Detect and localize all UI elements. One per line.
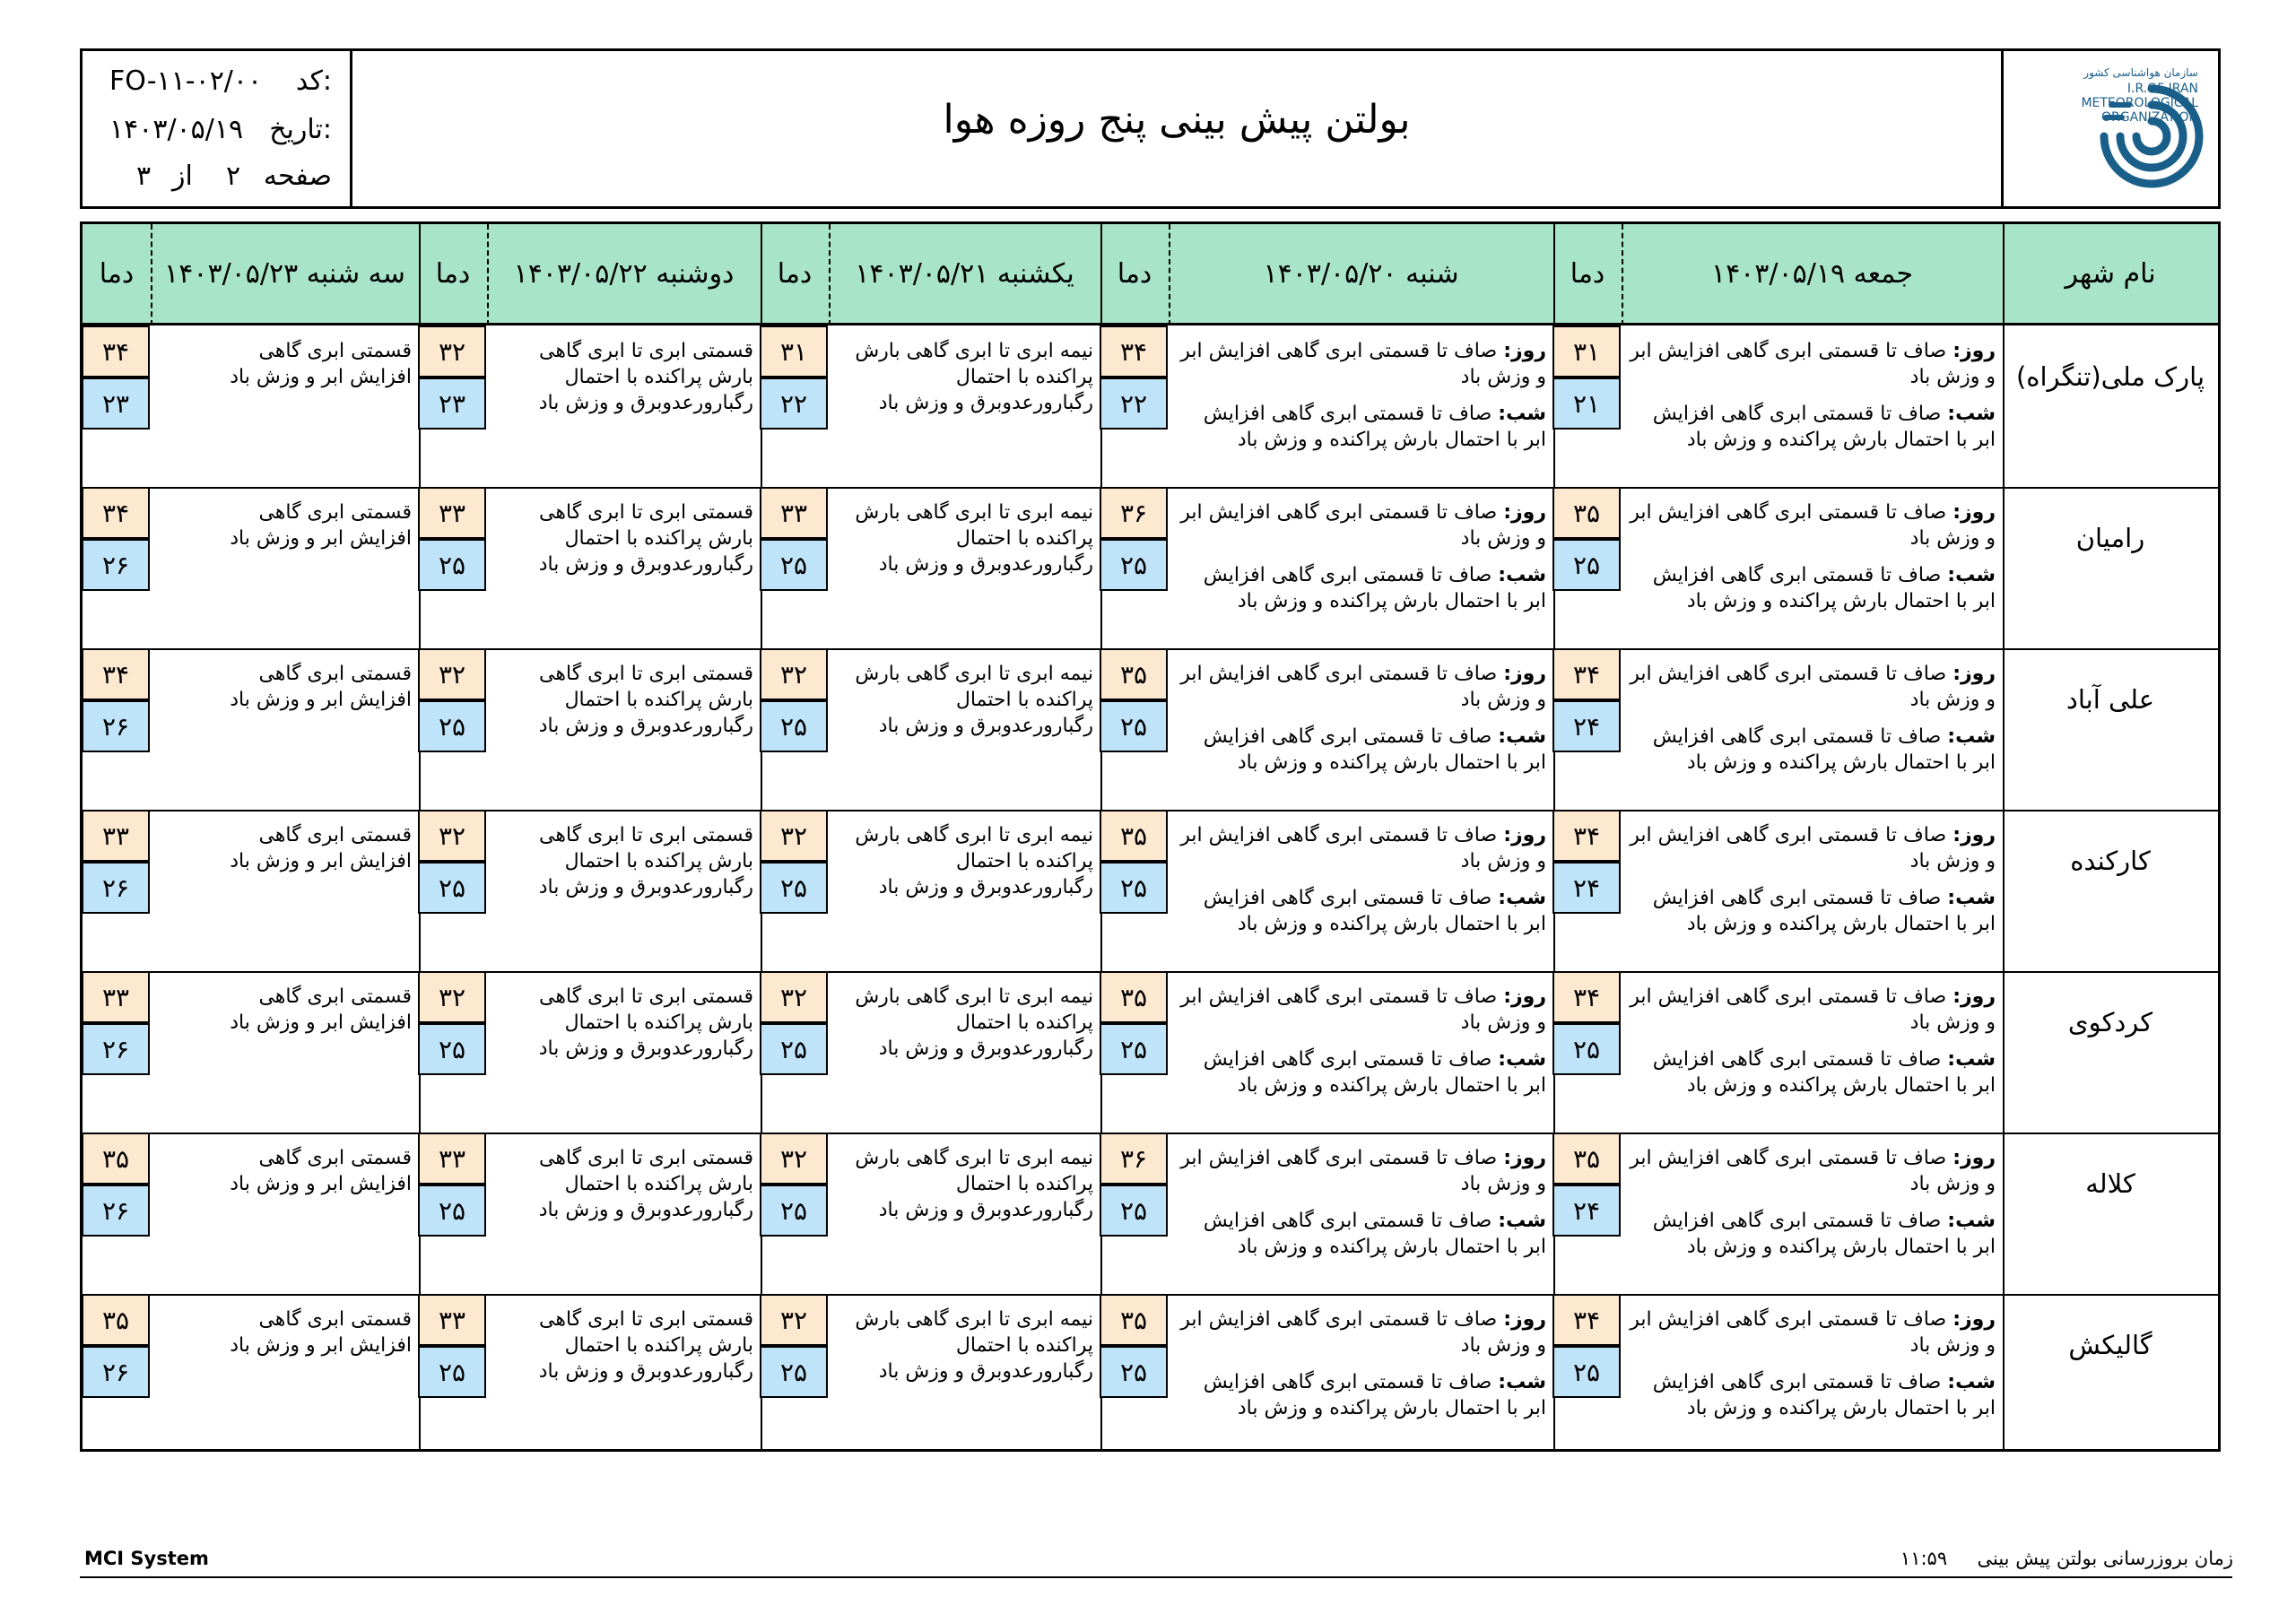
max-temp: ۳۶	[1100, 487, 1168, 539]
city-name: پارک ملی(تنگراه)	[2015, 361, 2205, 392]
min-temp: ۲۶	[82, 1023, 150, 1075]
day-forecast: روز: صاف تا قسمتی ابری گاهی افزایش ابر و وزش باد	[1630, 1147, 1996, 1195]
max-temp: ۳۲	[760, 1294, 828, 1346]
day-forecast: روز: صاف تا قسمتی ابری گاهی افزایش ابر و وزش باد	[1630, 501, 1996, 550]
day-forecast: روز: صاف تا قسمتی ابری گاهی افزایش ابر و وزش باد	[1630, 1308, 1996, 1357]
temp-column-header: دما	[1117, 257, 1152, 290]
code-label: کد:	[295, 65, 332, 97]
min-temp: ۲۵	[760, 539, 828, 591]
min-temp: ۲۵	[1100, 1023, 1168, 1075]
min-temp: ۲۵	[418, 862, 486, 914]
max-temp: ۳۵	[1100, 648, 1168, 700]
day-forecast: قسمتی ابری تا ابری گاهی بارش پراکنده با احتمال رگبارورعدوبرق و وزش باد	[538, 824, 753, 898]
page-total: ۳	[136, 161, 152, 192]
min-temp: ۲۵	[1100, 1185, 1168, 1237]
code-row	[83, 65, 350, 116]
day-forecast: قسمتی ابری گاهی افزایش ابر و وزش باد	[230, 985, 412, 1034]
document-meta	[83, 51, 352, 206]
day-forecast: نیمه ابری تا ابری گاهی بارش پراکنده با احتمال رگبارورعدوبرق و وزش باد	[855, 824, 1093, 898]
day-forecast: نیمه ابری تا ابری گاهی بارش پراکنده با احتمال رگبارورعدوبرق و وزش باد	[855, 985, 1093, 1060]
day-forecast: نیمه ابری تا ابری گاهی بارش پراکنده با احتمال رگبارورعدوبرق و وزش باد	[855, 1308, 1093, 1383]
night-forecast: شب: صاف تا قسمتی ابری گاهی افزایش ابر با احتمال بارش پراکنده و وزش باد	[1652, 725, 1996, 774]
max-temp: ۳۴	[82, 487, 150, 539]
min-temp: ۲۵	[418, 1346, 486, 1398]
update-time: ۱۱:۵۹	[1900, 1548, 1948, 1569]
min-temp: ۲۳	[82, 378, 150, 430]
max-temp: ۳۱	[760, 325, 828, 378]
min-temp: ۲۲	[760, 378, 828, 430]
min-temp: ۲۵	[760, 700, 828, 752]
min-temp: ۲۵	[1100, 1346, 1168, 1398]
max-temp: ۳۳	[418, 1133, 486, 1185]
day-forecast: روز: صاف تا قسمتی ابری گاهی افزایش ابر و وزش باد	[1630, 663, 1996, 711]
day-forecast: قسمتی ابری گاهی افزایش ابر و وزش باد	[230, 824, 412, 872]
max-temp: ۳۲	[760, 971, 828, 1023]
min-temp: ۲۵	[418, 539, 486, 591]
max-temp: ۳۲	[760, 810, 828, 862]
footer-divider	[80, 1576, 2232, 1578]
day-forecast: قسمتی ابری گاهی افزایش ابر و وزش باد	[230, 1147, 412, 1195]
min-temp: ۲۳	[418, 378, 486, 430]
day-forecast: قسمتی ابری تا ابری گاهی بارش پراکنده با احتمال رگبارورعدوبرق و وزش باد	[538, 663, 753, 737]
max-temp: ۳۵	[82, 1133, 150, 1185]
day-forecast: روز: صاف تا قسمتی ابری گاهی افزایش ابر و وزش باد	[1180, 824, 1546, 872]
day-forecast: نیمه ابری تا ابری گاهی بارش پراکنده با احتمال رگبارورعدوبرق و وزش باد	[855, 1147, 1093, 1221]
logo-caption	[2083, 65, 2198, 80]
day-forecast: قسمتی ابری گاهی افزایش ابر و وزش باد	[230, 340, 412, 388]
day-forecast: قسمتی ابری گاهی افزایش ابر و وزش باد	[230, 1308, 412, 1357]
code-value: FO-۱۱-۰۲/۰۰	[109, 65, 263, 97]
max-temp: ۳۵	[1100, 971, 1168, 1023]
max-temp: ۳۳	[760, 487, 828, 539]
max-temp: ۳۴	[1100, 325, 1168, 378]
max-temp: ۳۳	[418, 1294, 486, 1346]
min-temp: ۲۵	[760, 1023, 828, 1075]
city-name: کردکوی	[2067, 1007, 2153, 1037]
night-forecast: شب: صاف تا قسمتی ابری گاهی افزایش ابر با احتمال بارش پراکنده و وزش باد	[1203, 725, 1546, 774]
footer-system: MCI System	[84, 1548, 209, 1569]
night-forecast: شب: صاف تا قسمتی ابری گاهی افزایش ابر با احتمال بارش پراکنده و وزش باد	[1203, 1210, 1546, 1258]
day-forecast: روز: صاف تا قسمتی ابری گاهی افزایش ابر و وزش باد	[1180, 985, 1546, 1034]
max-temp: ۳۵	[1552, 487, 1621, 539]
min-temp: ۲۵	[760, 1185, 828, 1237]
night-forecast: شب: صاف تا قسمتی ابری گاهی افزایش ابر با احتمال بارش پراکنده و وزش باد	[1652, 564, 1996, 612]
day-forecast: قسمتی ابری تا ابری گاهی بارش پراکنده با احتمال رگبارورعدوبرق و وزش باد	[538, 1308, 753, 1383]
min-temp: ۲۵	[1552, 1023, 1621, 1075]
max-temp: ۳۴	[1552, 971, 1621, 1023]
max-temp: ۳۵	[82, 1294, 150, 1346]
max-temp: ۳۴	[82, 325, 150, 378]
day-forecast: روز: صاف تا قسمتی ابری گاهی افزایش ابر و وزش باد	[1630, 824, 1996, 872]
min-temp: ۲۱	[1552, 378, 1621, 430]
day-forecast: روز: صاف تا قسمتی ابری گاهی افزایش ابر و وزش باد	[1630, 340, 1996, 388]
temp-column-header: دما	[435, 257, 471, 290]
min-temp: ۲۶	[82, 700, 150, 752]
day-forecast: قسمتی ابری تا ابری گاهی بارش پراکنده با احتمال رگبارورعدوبرق و وزش باد	[538, 1147, 753, 1221]
max-temp: ۳۵	[1552, 1133, 1621, 1185]
day-forecast: قسمتی ابری گاهی افزایش ابر و وزش باد	[230, 501, 412, 550]
day-forecast: روز: صاف تا قسمتی ابری گاهی افزایش ابر و وزش باد	[1630, 985, 1996, 1034]
max-temp: ۳۲	[418, 325, 486, 378]
day-forecast: نیمه ابری تا ابری گاهی بارش پراکنده با احتمال رگبارورعدوبرق و وزش باد	[855, 340, 1093, 414]
min-temp: ۲۵	[760, 862, 828, 914]
day-column-header: جمعه ۱۴۰۳/۰۵/۱۹	[1710, 257, 1914, 290]
max-temp: ۳۶	[1100, 1133, 1168, 1185]
page-label: صفحه	[263, 161, 332, 192]
max-temp: ۳۳	[82, 810, 150, 862]
city-name: علی آباد	[2066, 684, 2155, 715]
max-temp: ۳۲	[418, 971, 486, 1023]
date-label: تاریخ:	[269, 114, 332, 145]
logo-line-3: METEOROLOGICAL	[2081, 96, 2198, 110]
day-forecast: قسمتی ابری تا ابری گاهی بارش پراکنده با احتمال رگبارورعدوبرق و وزش باد	[538, 501, 753, 576]
date-value: ۱۴۰۳/۰۵/۱۹	[109, 114, 244, 145]
night-forecast: شب: صاف تا قسمتی ابری گاهی افزایش ابر با احتمال بارش پراکنده و وزش باد	[1203, 1371, 1546, 1419]
max-temp: ۳۴	[1552, 810, 1621, 862]
city-name: رامیان	[2075, 523, 2145, 553]
min-temp: ۲۶	[82, 862, 150, 914]
night-forecast: شب: صاف تا قسمتی ابری گاهی افزایش ابر با احتمال بارش پراکنده و وزش باد	[1203, 887, 1546, 935]
day-column-header: دوشنبه ۱۴۰۳/۰۵/۲۲	[513, 257, 735, 290]
city-name: کارکنده	[2070, 846, 2151, 876]
min-temp: ۲۵	[1100, 862, 1168, 914]
min-temp: ۲۴	[1552, 1185, 1621, 1237]
min-temp: ۲۲	[1100, 378, 1168, 430]
night-forecast: شب: صاف تا قسمتی ابری گاهی افزایش ابر با احتمال بارش پراکنده و وزش باد	[1652, 1048, 1996, 1097]
max-temp: ۳۴	[1552, 648, 1621, 700]
max-temp: ۳۲	[418, 648, 486, 700]
night-forecast: شب: صاف تا قسمتی ابری گاهی افزایش ابر با احتمال بارش پراکنده و وزش باد	[1652, 887, 1996, 935]
night-forecast: شب: صاف تا قسمتی ابری گاهی افزایش ابر با احتمال بارش پراکنده و وزش باد	[1203, 564, 1546, 612]
temp-column-header: دما	[1570, 257, 1605, 290]
max-temp: ۳۲	[760, 1133, 828, 1185]
night-forecast: شب: صاف تا قسمتی ابری گاهی افزایش ابر با احتمال بارش پراکنده و وزش باد	[1203, 403, 1546, 451]
min-temp: ۲۴	[1552, 862, 1621, 914]
day-column-header: شنبه ۱۴۰۳/۰۵/۲۰	[1263, 257, 1459, 290]
page-of: از	[172, 161, 193, 192]
max-temp: ۳۳	[418, 487, 486, 539]
date-row	[83, 114, 350, 164]
footer-update	[1900, 1548, 2233, 1569]
logo-caption-en	[2081, 82, 2198, 125]
day-forecast: روز: صاف تا قسمتی ابری گاهی افزایش ابر و وزش باد	[1180, 1308, 1546, 1357]
max-temp: ۳۵	[1100, 810, 1168, 862]
max-temp: ۳۱	[1552, 325, 1621, 378]
temp-column-header: دما	[777, 257, 813, 290]
page-title: بولتن پیش بینی پنج روزه هوا	[943, 97, 1411, 143]
max-temp: ۳۲	[760, 648, 828, 700]
city-column-header: نام شهر	[2065, 257, 2156, 290]
min-temp: ۲۴	[1552, 700, 1621, 752]
update-label: زمان بروزرسانی بولتن پیش بینی	[1977, 1548, 2233, 1569]
day-forecast: قسمتی ابری تا ابری گاهی بارش پراکنده با احتمال رگبارورعدوبرق و وزش باد	[538, 340, 753, 414]
min-temp: ۲۶	[82, 1346, 150, 1398]
max-temp: ۳۴	[82, 648, 150, 700]
min-temp: ۲۵	[760, 1346, 828, 1398]
day-forecast: نیمه ابری تا ابری گاهی بارش پراکنده با احتمال رگبارورعدوبرق و وزش باد	[855, 501, 1093, 576]
day-forecast: روز: صاف تا قسمتی ابری گاهی افزایش ابر و وزش باد	[1180, 663, 1546, 711]
min-temp: ۲۵	[1100, 700, 1168, 752]
min-temp: ۲۵	[418, 1023, 486, 1075]
min-temp: ۲۶	[82, 1185, 150, 1237]
max-temp: ۳۴	[1552, 1294, 1621, 1346]
forecast-table	[80, 221, 2221, 1452]
temp-column-header: دما	[99, 257, 135, 290]
min-temp: ۲۵	[1552, 539, 1621, 591]
city-name: گالیکش	[2068, 1330, 2152, 1360]
min-temp: ۲۵	[418, 700, 486, 752]
max-temp: ۳۲	[418, 810, 486, 862]
day-forecast: قسمتی ابری گاهی افزایش ابر و وزش باد	[230, 663, 412, 711]
night-forecast: شب: صاف تا قسمتی ابری گاهی افزایش ابر با احتمال بارش پراکنده و وزش باد	[1652, 1371, 1996, 1419]
logo-line-fa: سازمان هواشناسی کشور	[2083, 66, 2198, 79]
max-temp: ۳۳	[82, 971, 150, 1023]
column-divider	[2003, 224, 2005, 1449]
bulletin-header	[80, 48, 2221, 209]
night-forecast: شب: صاف تا قسمتی ابری گاهی افزایش ابر با احتمال بارش پراکنده و وزش باد	[1652, 1210, 1996, 1258]
day-forecast: قسمتی ابری تا ابری گاهی بارش پراکنده با احتمال رگبارورعدوبرق و وزش باد	[538, 985, 753, 1060]
min-temp: ۲۶	[82, 539, 150, 591]
day-forecast: روز: صاف تا قسمتی ابری گاهی افزایش ابر و وزش باد	[1180, 1147, 1546, 1195]
min-temp: ۲۵	[1100, 539, 1168, 591]
day-forecast: نیمه ابری تا ابری گاهی بارش پراکنده با احتمال رگبارورعدوبرق و وزش باد	[855, 663, 1093, 737]
organization-logo	[2001, 51, 2218, 206]
min-temp: ۲۵	[418, 1185, 486, 1237]
day-column-header: یکشنبه ۱۴۰۳/۰۵/۲۱	[855, 257, 1074, 290]
page-current: ۲	[226, 161, 241, 192]
logo-line-2: I.R.OF IRAN	[2126, 82, 2198, 96]
day-column-header: سه شنبه ۱۴۰۳/۰۵/۲۳	[164, 257, 405, 290]
max-temp: ۳۵	[1100, 1294, 1168, 1346]
night-forecast: شب: صاف تا قسمتی ابری گاهی افزایش ابر با احتمال بارش پراکنده و وزش باد	[1652, 403, 1996, 451]
city-name: کلاله	[2085, 1168, 2135, 1199]
page-row	[83, 161, 350, 211]
night-forecast: شب: صاف تا قسمتی ابری گاهی افزایش ابر با احتمال بارش پراکنده و وزش باد	[1203, 1048, 1546, 1097]
day-forecast: روز: صاف تا قسمتی ابری گاهی افزایش ابر و وزش باد	[1180, 340, 1546, 388]
min-temp: ۲۵	[1552, 1346, 1621, 1398]
logo-line-4: ORGANIZATION	[2100, 110, 2198, 125]
day-forecast: روز: صاف تا قسمتی ابری گاهی افزایش ابر و وزش باد	[1180, 501, 1546, 550]
